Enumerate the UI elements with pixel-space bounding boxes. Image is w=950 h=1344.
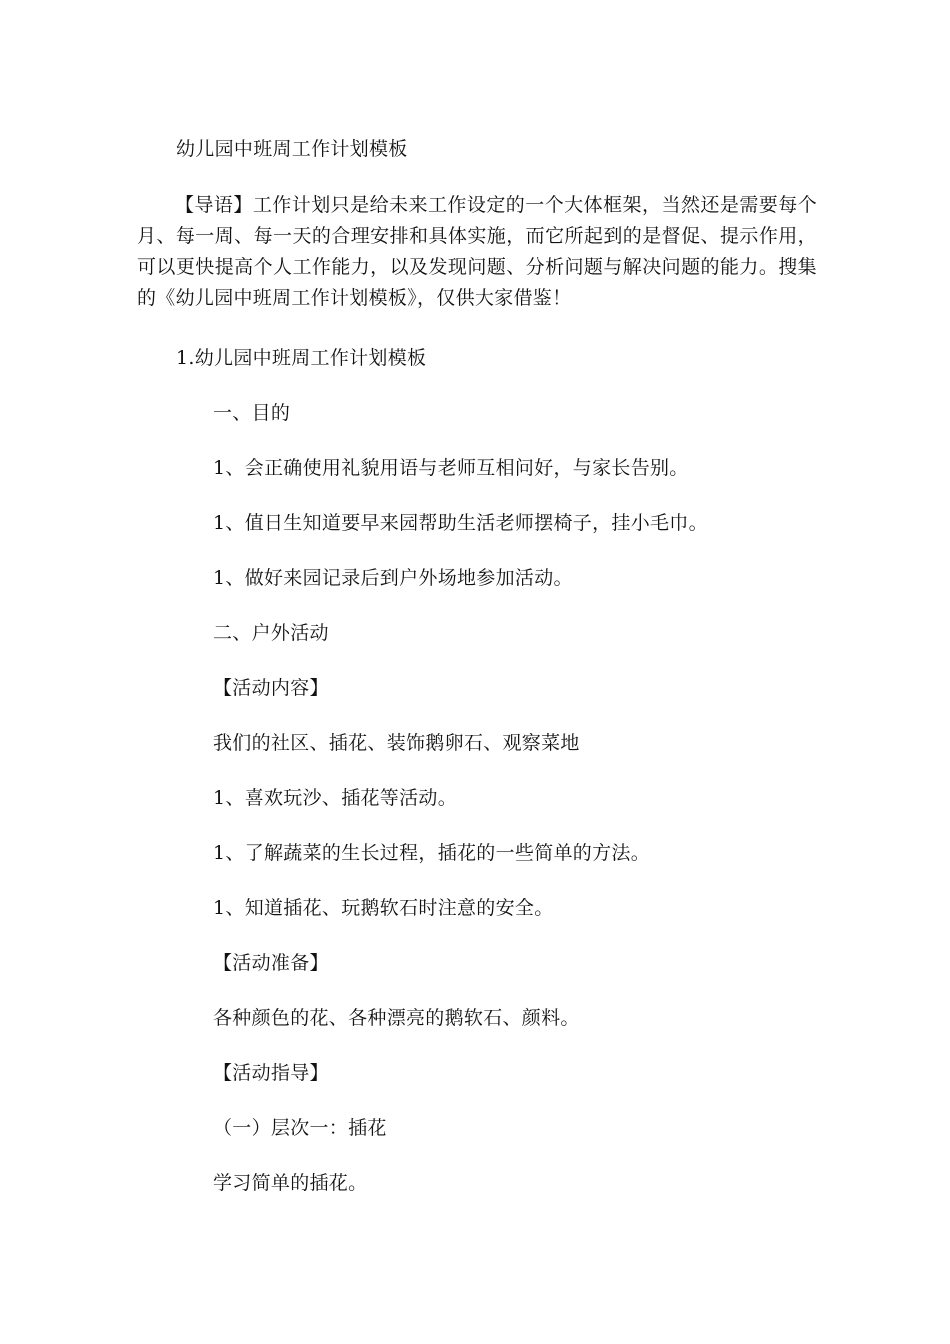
heading-purpose: 一、目的 bbox=[213, 402, 291, 424]
label-activity-guide: 【活动指导】 bbox=[213, 1062, 329, 1084]
activity-prep-text: 各种颜色的花、各种漂亮的鹅软石、颜料。 bbox=[213, 1007, 580, 1029]
purpose-item: 1、值日生知道要早来园帮助生活老师摆椅子，挂小毛巾。 bbox=[213, 512, 708, 534]
guide-level-text: 学习简单的插花。 bbox=[213, 1172, 368, 1194]
activity-goal-item: 1、知道插花、玩鹅软石时注意的安全。 bbox=[213, 897, 554, 919]
section-heading: 1.幼儿园中班周工作计划模板 bbox=[176, 347, 427, 369]
document-title: 幼儿园中班周工作计划模板 bbox=[176, 138, 408, 160]
purpose-item: 1、做好来园记录后到户外场地参加活动。 bbox=[213, 567, 573, 589]
intro-paragraph: 【导语】工作计划只是给未来工作设定的一个大体框架，当然还是需要每个月、每一周、每一天的合理安排和具体实施，而它所起到的是督促、提示作用，可以更快提高个人工作能力，以及发现问题、分析问题与解决问题的能力。搜集的《幼儿园中班周工作计划模板》，仅供大家借鉴！ bbox=[137, 194, 817, 309]
heading-outdoor: 二、户外活动 bbox=[213, 622, 329, 644]
activity-goal-item: 1、了解蔬菜的生长过程，插花的一些简单的方法。 bbox=[213, 842, 650, 864]
guide-level-heading: （一）层次一：插花 bbox=[213, 1117, 387, 1139]
activity-content-text: 我们的社区、插花、装饰鹅卵石、观察菜地 bbox=[213, 732, 580, 754]
label-activity-content: 【活动内容】 bbox=[213, 677, 329, 699]
activity-goal-item: 1、喜欢玩沙、插花等活动。 bbox=[213, 787, 457, 809]
label-activity-prep: 【活动准备】 bbox=[213, 952, 329, 974]
purpose-item: 1、会正确使用礼貌用语与老师互相问好，与家长告别。 bbox=[213, 457, 689, 479]
